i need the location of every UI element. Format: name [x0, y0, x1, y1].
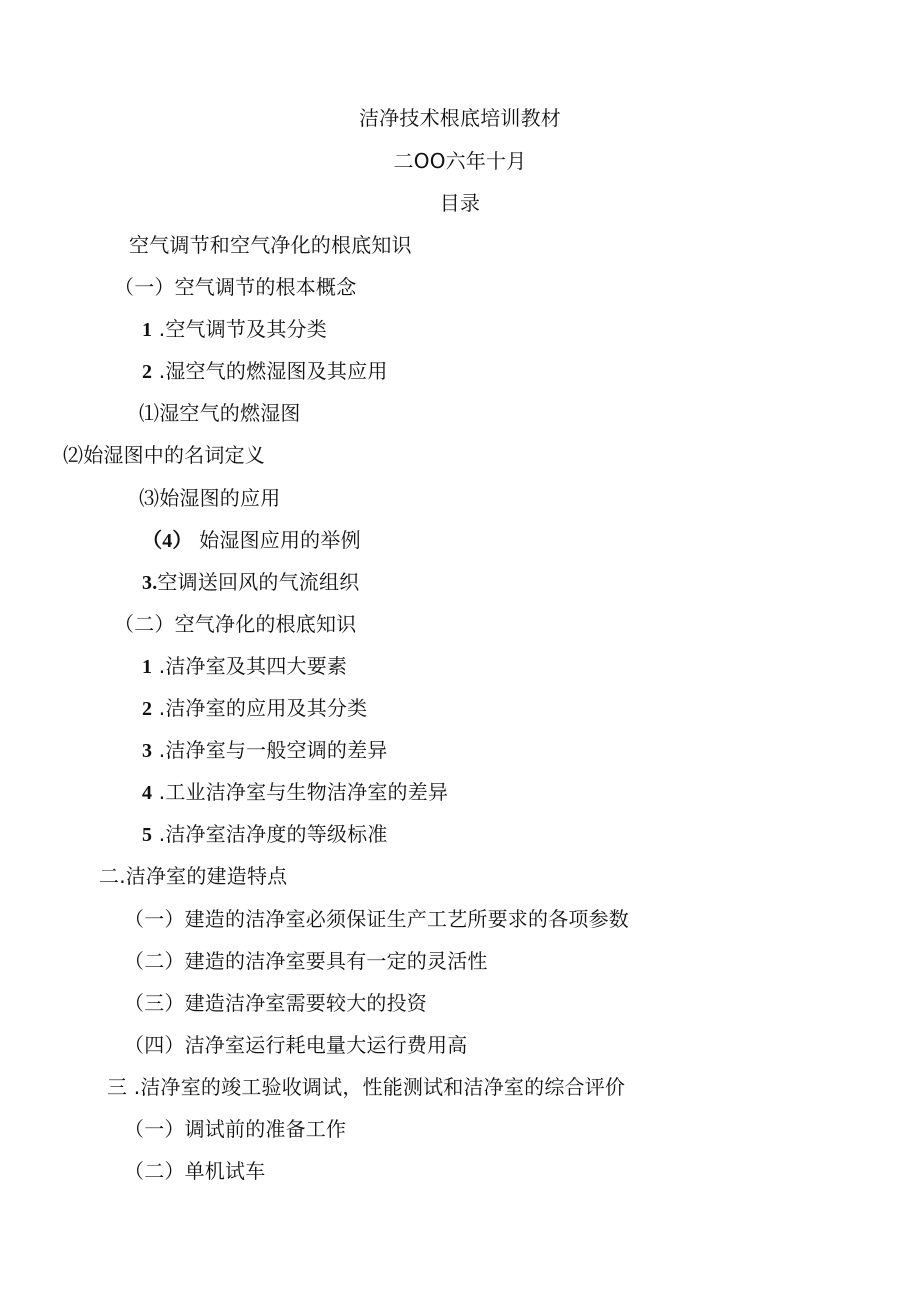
toc-entry	[142, 694, 367, 723]
toc-entry-number: （4）	[142, 530, 193, 552]
toc-entry-text: 空调送回风的气流组织	[157, 570, 360, 594]
toc-entry-text: .空气调节及其分类	[158, 317, 327, 341]
toc-entry-text: ⑶始湿图的应用	[139, 486, 281, 510]
toc-entry	[124, 947, 488, 975]
toc-entry-number: 2	[142, 361, 153, 383]
toc-entry	[99, 862, 287, 890]
toc-entry	[124, 1031, 467, 1059]
toc-entry-text: （二）单机试车	[124, 1159, 266, 1183]
toc-entry-text: .洁净室及其四大要素	[158, 654, 348, 678]
toc-entry-text: 二.洁净室的建造特点	[99, 864, 288, 888]
toc-entry	[139, 399, 301, 427]
toc-entry-number: 3.	[142, 572, 158, 594]
toc-entry	[114, 273, 356, 301]
toc-entry	[114, 610, 356, 638]
toc-heading: 目录	[439, 191, 481, 215]
toc-entry	[63, 441, 265, 469]
toc-entry	[124, 905, 629, 933]
toc-entry-text: .洁净室与一般空调的差异	[158, 738, 388, 762]
toc-entry-text: 三 .洁净室的竣工验收调试，性能测试和洁净室的综合评价	[107, 1075, 626, 1099]
toc-entry-text: （一）建造的洁净室必须保证生产工艺所要求的各项参数	[124, 907, 629, 931]
toc-entry	[129, 231, 412, 259]
toc-entry-text: 空气调节和空气净化的根底知识	[129, 233, 412, 257]
toc-entry	[142, 568, 359, 597]
toc-entry	[142, 652, 347, 681]
toc-entry-text: .洁净室的应用及其分类	[158, 696, 368, 720]
document-date: 二OO六年十月	[393, 149, 527, 173]
toc-entry-text: （二）建造的洁净室要具有一定的灵活性	[124, 949, 488, 973]
document-title: 洁净技术根底培训教材	[359, 106, 561, 130]
toc-entry-number: 1	[142, 656, 153, 678]
toc-entry	[139, 484, 280, 512]
toc-entry-text: （四）洁净室运行耗电量大运行费用高	[124, 1033, 468, 1057]
toc-entry-number: 1	[142, 319, 153, 341]
toc-entry-text: ⑵始湿图中的名词定义	[63, 443, 265, 467]
toc-entry-text: （一）空气调节的根本概念	[114, 275, 357, 299]
toc-entry	[124, 1157, 265, 1185]
toc-entry-text: （一）调试前的准备工作	[124, 1117, 347, 1141]
toc-entry-number: 2	[142, 698, 153, 720]
toc-entry-text: .湿空气的燃湿图及其应用	[158, 359, 388, 383]
toc-entry	[142, 820, 388, 849]
toc-entry	[142, 736, 388, 765]
toc-entry-number: 4	[142, 782, 153, 804]
toc-entry-text: .工业洁净室与生物洁净室的差异	[158, 780, 449, 804]
toc-entry	[142, 357, 388, 386]
toc-entry-text: ⑴湿空气的燃湿图	[139, 401, 301, 425]
toc-entry	[107, 1073, 625, 1101]
toc-entry-text: 始湿图应用的举例	[199, 528, 361, 552]
toc-entry	[142, 315, 327, 344]
toc-entry	[142, 526, 361, 555]
toc-entry	[124, 989, 427, 1017]
toc-entry-number: 3	[142, 740, 153, 762]
toc-entry-number: 5	[142, 824, 153, 846]
toc-entry-text: （三）建造洁净室需要较大的投资	[124, 991, 427, 1015]
toc-entry	[124, 1115, 346, 1143]
toc-entry-text: .洁净室洁净度的等级标准	[158, 822, 388, 846]
toc-entry	[142, 778, 448, 807]
toc-entry-text: （二）空气净化的根底知识	[114, 612, 357, 636]
